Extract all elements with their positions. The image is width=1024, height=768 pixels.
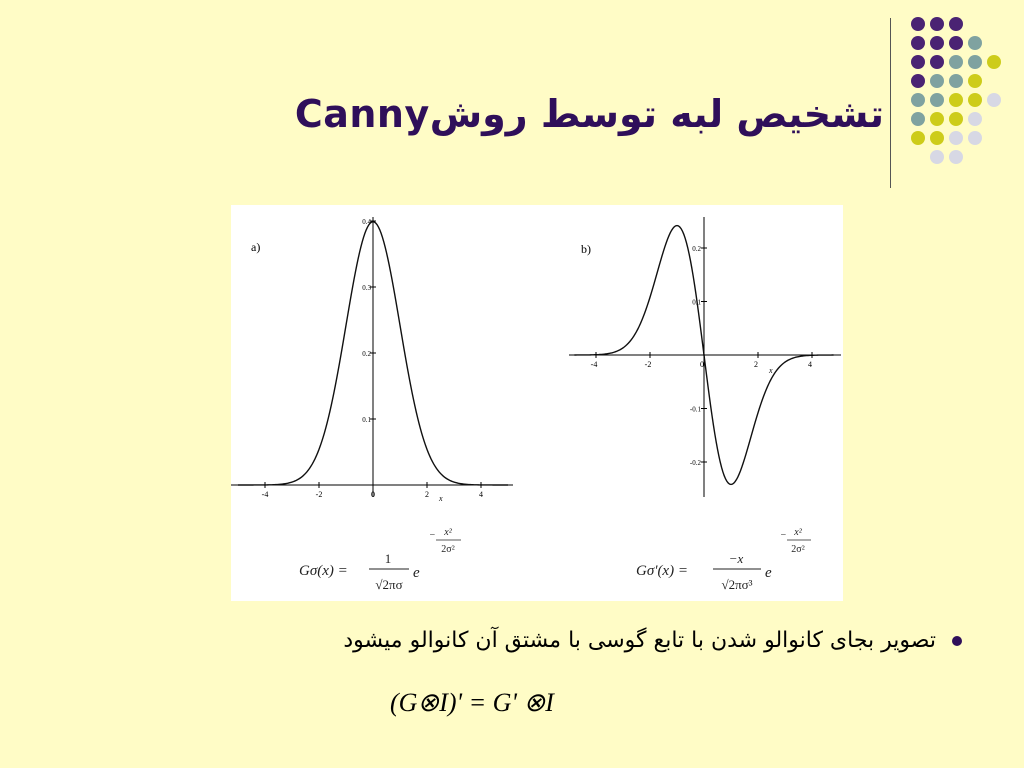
panel-a-y-tick-label: 0.2	[362, 350, 371, 358]
decorative-dot	[930, 74, 944, 88]
decorative-dot	[968, 74, 982, 88]
bullet-dot-icon	[952, 636, 962, 646]
panel-a-x-axis-label: x	[439, 494, 443, 503]
decorative-dot	[949, 74, 963, 88]
gaussian-plots	[231, 205, 843, 601]
panel-b-formula	[636, 527, 811, 592]
formula-b-exp-numerator: x²	[794, 527, 802, 538]
panel-a-formula	[299, 527, 461, 592]
panel-b-x-tick-label: -4	[590, 360, 598, 369]
panel-b-x-tick-label: 2	[754, 360, 758, 369]
decorative-dot	[930, 17, 944, 31]
svg-text:−: −	[780, 530, 787, 541]
formula-a-exp-base: e	[413, 565, 420, 581]
formula-b-lhs: Gσ'(x) =	[636, 563, 688, 579]
decorative-dot	[968, 112, 982, 126]
decorative-dot	[911, 74, 925, 88]
panel-a-y-tick-label: 0.1	[362, 416, 371, 424]
panel-b-x-tick-label: 4	[808, 360, 812, 369]
slide-title-text: تشخیص لبه توسط روش	[429, 92, 884, 136]
panel-a-label: a)	[251, 240, 261, 254]
panel-b	[569, 217, 841, 497]
panel-b-y-tick-label: -0.2	[689, 459, 701, 467]
decorative-dot	[930, 150, 944, 164]
panel-a-x-tick-label: 2	[425, 490, 429, 499]
decorative-dot	[911, 17, 925, 31]
formula-b-numerator: −x	[728, 551, 744, 566]
decorative-dot	[949, 150, 963, 164]
panel-b-y-tick-label: 0.2	[692, 245, 701, 253]
decorative-dot	[949, 36, 963, 50]
decorative-dot	[968, 55, 982, 69]
svg-text:−: −	[429, 530, 436, 541]
decorative-dot	[949, 17, 963, 31]
panel-b-y-tick-label: -0.1	[689, 405, 701, 414]
decorative-dot	[968, 131, 982, 145]
bullet-text: تصویر بجای کانوالو شدن با تابع گوسی با مشتق آن کانوالو میشود	[343, 628, 936, 653]
panel-b-x-tick-label: 0	[700, 360, 704, 369]
decorative-dot	[911, 36, 925, 50]
panel-b-x-axis-label: x	[769, 366, 773, 375]
formula-a-lhs: Gσ(x) =	[299, 563, 348, 579]
panel-a-y-tick-label: 0.3	[362, 284, 371, 292]
formula-b-denominator: √2πσ³	[721, 577, 753, 592]
formula-b-exp-base: e	[765, 565, 772, 581]
formula-a-numerator: 1	[384, 551, 392, 566]
slide-title-latin: Canny	[294, 92, 430, 136]
title-divider-line	[890, 18, 891, 188]
panel-b-y-tick-label: 0.1	[692, 298, 701, 307]
panel-a-x-tick-label: 0	[371, 490, 375, 499]
decorative-dot	[911, 55, 925, 69]
slide-title	[295, 92, 884, 136]
decorative-dot	[911, 93, 925, 107]
decorative-dot	[911, 131, 925, 145]
panel-a-y-tick-label: 0.4	[362, 218, 371, 226]
decorative-dot	[930, 131, 944, 145]
decorative-dot	[930, 112, 944, 126]
decorative-dot	[968, 36, 982, 50]
decorative-dot	[949, 55, 963, 69]
decorative-dot	[949, 112, 963, 126]
convolution-equation: (G⊗I)' = G' ⊗I	[390, 688, 554, 717]
formula-a-denominator: √2πσ	[375, 577, 403, 592]
decorative-dot	[930, 93, 944, 107]
panel-b-x-tick-label: -2	[644, 360, 652, 369]
decorative-dot	[949, 93, 963, 107]
panel-a-x-tick-label: 4	[479, 490, 483, 499]
gaussian-figure	[231, 205, 843, 601]
decorative-dot	[911, 112, 925, 126]
formula-a-exp-denominator: 2σ²	[441, 544, 455, 555]
panel-b-label: b)	[581, 242, 591, 256]
decorative-dot	[930, 55, 944, 69]
decorative-dot	[949, 131, 963, 145]
formula-a-exp-numerator: x²	[444, 527, 452, 538]
bullet-item	[343, 628, 962, 653]
decorative-dot	[987, 93, 1001, 107]
panel-a-x-tick-label: -2	[315, 490, 323, 499]
formula-b-exp-denominator: 2σ²	[791, 544, 805, 555]
decorative-dot	[968, 93, 982, 107]
panel-a	[231, 217, 513, 503]
panel-a-x-tick-label: -4	[261, 490, 269, 499]
decorative-dot	[930, 36, 944, 50]
decorative-dot	[987, 55, 1001, 69]
